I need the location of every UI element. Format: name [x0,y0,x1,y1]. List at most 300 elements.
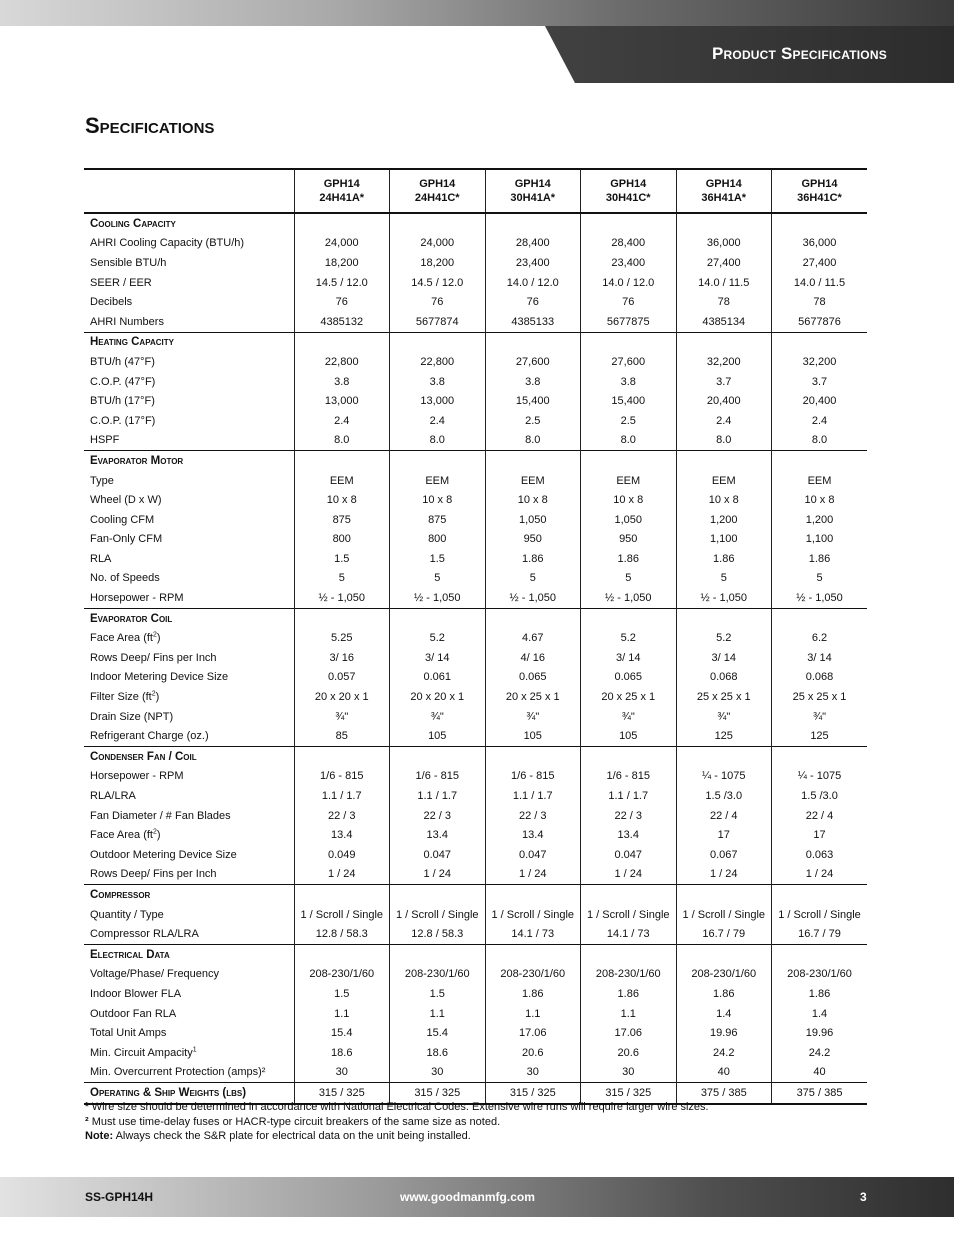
spec-value: 78 [772,292,868,312]
spec-value: 18,200 [294,253,390,273]
spec-value: 24,000 [390,234,486,254]
spec-label [84,865,294,885]
spec-value: 5 [485,569,581,589]
spec-value: 25 x 25 x 1 [676,687,772,707]
empty-cell [772,608,868,628]
spec-value: 8.0 [485,431,581,451]
empty-cell [294,747,390,767]
section-title: Heating Capacity [84,332,294,352]
spec-value: EEM [485,471,581,491]
spec-label [84,253,294,273]
spec-value: 24.2 [676,1043,772,1063]
spec-value: 1 / Scroll / Single [294,905,390,925]
spec-label [84,648,294,668]
model-header [390,169,486,213]
spec-value: 22 / 3 [294,806,390,826]
spec-value: 30 [294,1063,390,1083]
spec-value: 20.6 [485,1043,581,1063]
spec-value: 3.7 [676,372,772,392]
spec-value: ½ - 1,050 [581,588,677,608]
spec-value: 1 / 24 [485,865,581,885]
spec-value: 76 [485,292,581,312]
spec-label [84,312,294,332]
spec-label-text: Rows Deep/ Fins per Inch [90,868,217,881]
spec-value: 13.4 [581,825,677,845]
spec-label-text: HSPF [90,434,120,447]
spec-value: 5 [294,569,390,589]
spec-value: 315 / 325 [581,1083,677,1104]
spec-value: 1.1 [390,1004,486,1024]
empty-cell [294,332,390,352]
spec-label-text: Face Area (ft [90,632,153,645]
spec-value: 1.86 [581,984,677,1004]
spec-row [84,865,867,885]
spec-value: 76 [390,292,486,312]
spec-value: 1.4 [676,1004,772,1024]
document-code: SS-GPH14H [85,1190,154,1204]
spec-value: 1 / Scroll / Single [485,905,581,925]
superscript: 2 [152,828,157,836]
spec-label-text: C.O.P. (17°F) [90,414,156,427]
empty-cell [676,451,772,471]
section-title: Cooling Capacity [84,213,294,234]
section-title: Evaporator Coil [84,608,294,628]
empty-cell [485,608,581,628]
spec-label [84,273,294,293]
spec-label-text: BTU/h (17°F) [90,395,155,408]
spec-value: 32,200 [676,352,772,372]
spec-row [84,471,867,491]
spec-value: 1 / 24 [390,865,486,885]
spec-row [84,530,867,550]
spec-label-text: Drain Size (NPT) [90,710,174,723]
spec-value: 2.4 [772,411,868,431]
empty-cell [485,451,581,471]
header-blank-cell [84,169,294,213]
model-number: 36H41C* [797,192,842,204]
spec-value: 105 [485,726,581,746]
section-title: Evaporator Motor [84,451,294,471]
spec-value: 13,000 [294,391,390,411]
empty-cell [676,332,772,352]
empty-cell [294,885,390,905]
spec-label-text: Filter Size (ft [90,691,152,704]
spec-value: 27,600 [581,352,677,372]
empty-cell [390,944,486,964]
page-title: Specifications [85,113,215,138]
spec-row [84,234,867,254]
spec-value: 208-230/1/60 [294,965,390,985]
spec-value: 125 [676,726,772,746]
section-header-row [84,332,867,352]
spec-value: 1.5 [294,549,390,569]
spec-value: 16.7 / 79 [772,924,868,944]
spec-value: 22,800 [390,352,486,372]
spec-row [84,569,867,589]
section-header-row [84,608,867,628]
spec-value: ¼ - 1075 [676,767,772,787]
spec-row [84,1004,867,1024]
spec-row [84,845,867,865]
empty-cell [485,332,581,352]
spec-label-text: Indoor Metering Device Size [90,671,229,684]
spec-label [84,806,294,826]
spec-label [84,234,294,254]
spec-value: 1.1 [581,1004,677,1024]
spec-value: 4.67 [485,628,581,648]
spec-value: 0.047 [485,845,581,865]
spec-label-text: Refrigerant Charge (oz.) [90,730,209,743]
spec-value: 19.96 [772,1023,868,1043]
spec-label [84,490,294,510]
spec-value: 15.4 [390,1023,486,1043]
spec-label-text: Outdoor Fan RLA [90,1007,177,1020]
spec-label-text: Fan-Only CFM [90,533,163,546]
spec-value: 208-230/1/60 [390,965,486,985]
spec-row [84,411,867,431]
spec-value: 375 / 385 [676,1083,772,1104]
spec-label-text: AHRI Cooling Capacity (BTU/h) [90,237,245,250]
superscript: 2 [151,690,156,698]
spec-value: 1,200 [772,510,868,530]
footnote-mark: Note: [85,1130,114,1142]
spec-label [84,1023,294,1043]
spec-value: 13,000 [390,391,486,411]
spec-value: 76 [294,292,390,312]
spec-value: 3/ 14 [581,648,677,668]
spec-value: 28,400 [485,234,581,254]
spec-value: 14.0 / 11.5 [772,273,868,293]
footnote [85,1115,709,1130]
spec-row [84,786,867,806]
spec-label-text: Sensible BTU/h [90,256,167,269]
superscript: 2 [152,631,157,639]
spec-value: 30 [581,1063,677,1083]
empty-cell [676,747,772,767]
empty-cell [772,747,868,767]
model-series: GPH14 [801,178,838,190]
section-header-row [84,885,867,905]
spec-value: 1 / 24 [676,865,772,885]
spec-value: 8.0 [676,431,772,451]
spec-value: 0.063 [772,845,868,865]
footnote [85,1100,709,1115]
spec-value: 10 x 8 [390,490,486,510]
spec-value: 32,200 [772,352,868,372]
section-title: Compressor [84,885,294,905]
spec-value: 22 / 4 [772,806,868,826]
spec-value: 315 / 325 [294,1083,390,1104]
spec-value: EEM [294,471,390,491]
model-series: GPH14 [705,178,742,190]
spec-value: 22 / 3 [581,806,677,826]
spec-value: 6.2 [772,628,868,648]
page-number: 3 [860,1190,867,1204]
spec-label-text: Voltage/Phase/ Frequency [90,968,220,981]
spec-value: 12.8 / 58.3 [294,924,390,944]
spec-value: 105 [581,726,677,746]
spec-value: ½ - 1,050 [772,588,868,608]
spec-value: 3.7 [772,372,868,392]
empty-cell [294,451,390,471]
spec-value: 8.0 [581,431,677,451]
spec-value: 1,050 [581,510,677,530]
spec-value: 36,000 [676,234,772,254]
spec-value: 20 x 20 x 1 [390,687,486,707]
empty-cell [772,213,868,234]
spec-row [84,273,867,293]
spec-value: 1.5 /3.0 [772,786,868,806]
spec-value: 10 x 8 [676,490,772,510]
spec-value: 40 [676,1063,772,1083]
spec-value: 0.061 [390,668,486,688]
spec-value: 14.0 / 12.0 [485,273,581,293]
empty-cell [772,944,868,964]
spec-label [84,984,294,1004]
spec-value: 23,400 [485,253,581,273]
empty-cell [390,885,486,905]
spec-row [84,687,867,707]
spec-value: 14.5 / 12.0 [294,273,390,293]
spec-row [84,490,867,510]
model-number: 30H41A* [510,192,556,204]
spec-label [84,825,294,845]
spec-value: 5677874 [390,312,486,332]
spec-value: 0.068 [772,668,868,688]
empty-cell [390,332,486,352]
website-link[interactable]: www.goodmanmfg.com [400,1190,535,1204]
spec-value: ¼ - 1075 [772,767,868,787]
spec-value: 3/ 16 [294,648,390,668]
spec-value: 1.1 / 1.7 [581,786,677,806]
spec-value: 1.5 [294,984,390,1004]
spec-value: 1/6 - 815 [294,767,390,787]
spec-value: 5.2 [581,628,677,648]
empty-cell [390,608,486,628]
spec-value: 1.5 /3.0 [676,786,772,806]
model-series: GPH14 [610,178,647,190]
spec-label [84,1004,294,1024]
model-number: 24H41C* [414,192,460,204]
spec-value: 14.5 / 12.0 [390,273,486,293]
spec-value: 13.4 [390,825,486,845]
empty-cell [581,885,677,905]
spec-value: 18.6 [294,1043,390,1063]
spec-value: ½ - 1,050 [390,588,486,608]
spec-value: 208-230/1/60 [772,965,868,985]
spec-label-text: Min. Circuit Ampacity [90,1046,193,1059]
empty-cell [485,213,581,234]
superscript: 1 [192,1046,197,1054]
spec-label-text: Rows Deep/ Fins per Inch [90,651,217,664]
spec-value: 125 [772,726,868,746]
spec-value: 8.0 [294,431,390,451]
spec-value: 1.4 [772,1004,868,1024]
spec-value: 3/ 14 [390,648,486,668]
spec-value: 1.1 [294,1004,390,1024]
spec-row [84,372,867,392]
spec-value: 0.047 [390,845,486,865]
section-title: Condenser Fan / Coil [84,747,294,767]
spec-row [84,648,867,668]
spec-label-text: Wheel (D x W) [90,494,162,507]
spec-value: 18.6 [390,1043,486,1063]
spec-value: 2.4 [390,411,486,431]
spec-label [84,965,294,985]
empty-cell [772,332,868,352]
spec-value: 76 [581,292,677,312]
spec-value: 1/6 - 815 [581,767,677,787]
model-series: GPH14 [514,178,551,190]
spec-value: 16.7 / 79 [676,924,772,944]
spec-label [84,687,294,707]
section-header-row [84,747,867,767]
empty-cell [485,747,581,767]
model-number: 24H41A* [319,192,365,204]
spec-value: 10 x 8 [581,490,677,510]
footnote-text: Always check the S&R plate for electrical data on the unit being installed. [115,1130,471,1142]
spec-value: 1.5 [390,549,486,569]
empty-cell [676,944,772,964]
spec-label-text: C.O.P. (47°F) [90,375,156,388]
spec-value: 1 / 24 [581,865,677,885]
empty-cell [485,885,581,905]
spec-value: 1,200 [676,510,772,530]
spec-row [84,905,867,925]
model-series: GPH14 [323,178,360,190]
spec-value: 315 / 325 [390,1083,486,1104]
spec-value: 1 / 24 [294,865,390,885]
spec-value: ¾" [294,707,390,727]
spec-value: 8.0 [390,431,486,451]
model-header [485,169,581,213]
spec-value: 20 x 20 x 1 [294,687,390,707]
spec-value: 2.4 [676,411,772,431]
spec-value: 19.96 [676,1023,772,1043]
spec-value: 3.8 [581,372,677,392]
empty-cell [676,885,772,905]
spec-value: 1.5 [390,984,486,1004]
spec-value: 375 / 385 [772,1083,868,1104]
spec-label [84,726,294,746]
spec-label [84,924,294,944]
spec-row [84,352,867,372]
spec-value: 1,100 [676,530,772,550]
spec-value: 315 / 325 [485,1083,581,1104]
spec-value: 3.8 [390,372,486,392]
model-header [676,169,772,213]
spec-value: 1.86 [676,984,772,1004]
spec-value: 12.8 / 58.3 [390,924,486,944]
spec-label [84,352,294,372]
empty-cell [294,213,390,234]
spec-value: 0.067 [676,845,772,865]
footnote-mark: ² [85,1115,89,1128]
spec-value: EEM [772,471,868,491]
spec-value: 18,200 [390,253,486,273]
spec-value: EEM [581,471,677,491]
footnote-mark: ¹ [85,1101,89,1113]
spec-value: 10 x 8 [294,490,390,510]
spec-value: 1,050 [485,510,581,530]
spec-value: 1.86 [772,549,868,569]
spec-value: EEM [676,471,772,491]
spec-value: 5 [581,569,677,589]
spec-value: 25 x 25 x 1 [772,687,868,707]
spec-row [84,628,867,648]
empty-cell [581,451,677,471]
spec-value: ½ - 1,050 [294,588,390,608]
spec-value: 8.0 [772,431,868,451]
spec-label-text: BTU/h (47°F) [90,355,155,368]
spec-label-text: Type [90,474,114,487]
footnote-text: Must use time-delay fuses or HACR-type circuit breakers of the same size as noted. [91,1115,501,1128]
spec-row [84,253,867,273]
spec-value: 20,400 [676,391,772,411]
spec-value: 5 [676,569,772,589]
spec-row [84,668,867,688]
spec-value: 950 [485,530,581,550]
spec-label [84,292,294,312]
spec-value: 22,800 [294,352,390,372]
spec-row [84,984,867,1004]
spec-value: 3/ 14 [676,648,772,668]
spec-value: 13.4 [485,825,581,845]
empty-cell [676,608,772,628]
spec-label [84,549,294,569]
spec-row [84,825,867,845]
spec-value: 20 x 25 x 1 [581,687,677,707]
spec-value: 23,400 [581,253,677,273]
spec-value: 3/ 14 [772,648,868,668]
section-title: Operating & Ship Weights (lbs) [84,1083,294,1104]
spec-value: 0.068 [676,668,772,688]
model-header [772,169,868,213]
spec-label-text: RLA [90,552,112,565]
spec-value: 1 / Scroll / Single [390,905,486,925]
spec-value: 1.1 / 1.7 [485,786,581,806]
spec-value: 20,400 [772,391,868,411]
spec-label [84,569,294,589]
spec-value: 950 [581,530,677,550]
empty-cell [390,213,486,234]
spec-label-text: Fan Diameter / # Fan Blades [90,809,231,822]
spec-label [84,905,294,925]
spec-value: 2.5 [581,411,677,431]
empty-cell [485,944,581,964]
spec-value: 1 / Scroll / Single [581,905,677,925]
spec-row [84,391,867,411]
spec-value: 17 [772,825,868,845]
spec-label [84,707,294,727]
spec-row [84,292,867,312]
empty-cell [390,747,486,767]
spec-label-text: Face Area (ft [90,829,153,842]
spec-value: 5 [390,569,486,589]
spec-label [84,411,294,431]
model-number: 36H41A* [701,192,747,204]
spec-value: 15,400 [485,391,581,411]
spec-label [84,1063,294,1083]
spec-value: 15,400 [581,391,677,411]
spec-value: 1.86 [485,549,581,569]
spec-label [84,391,294,411]
top-gradient-bar [0,0,954,26]
specifications-table [84,168,867,1105]
footnote-text: Wire size should be determined in accordance with National Electrical Codes. Extensive wire runs will require larger wire sizes. [91,1101,709,1113]
spec-value: 1/6 - 815 [390,767,486,787]
spec-value: 208-230/1/60 [485,965,581,985]
